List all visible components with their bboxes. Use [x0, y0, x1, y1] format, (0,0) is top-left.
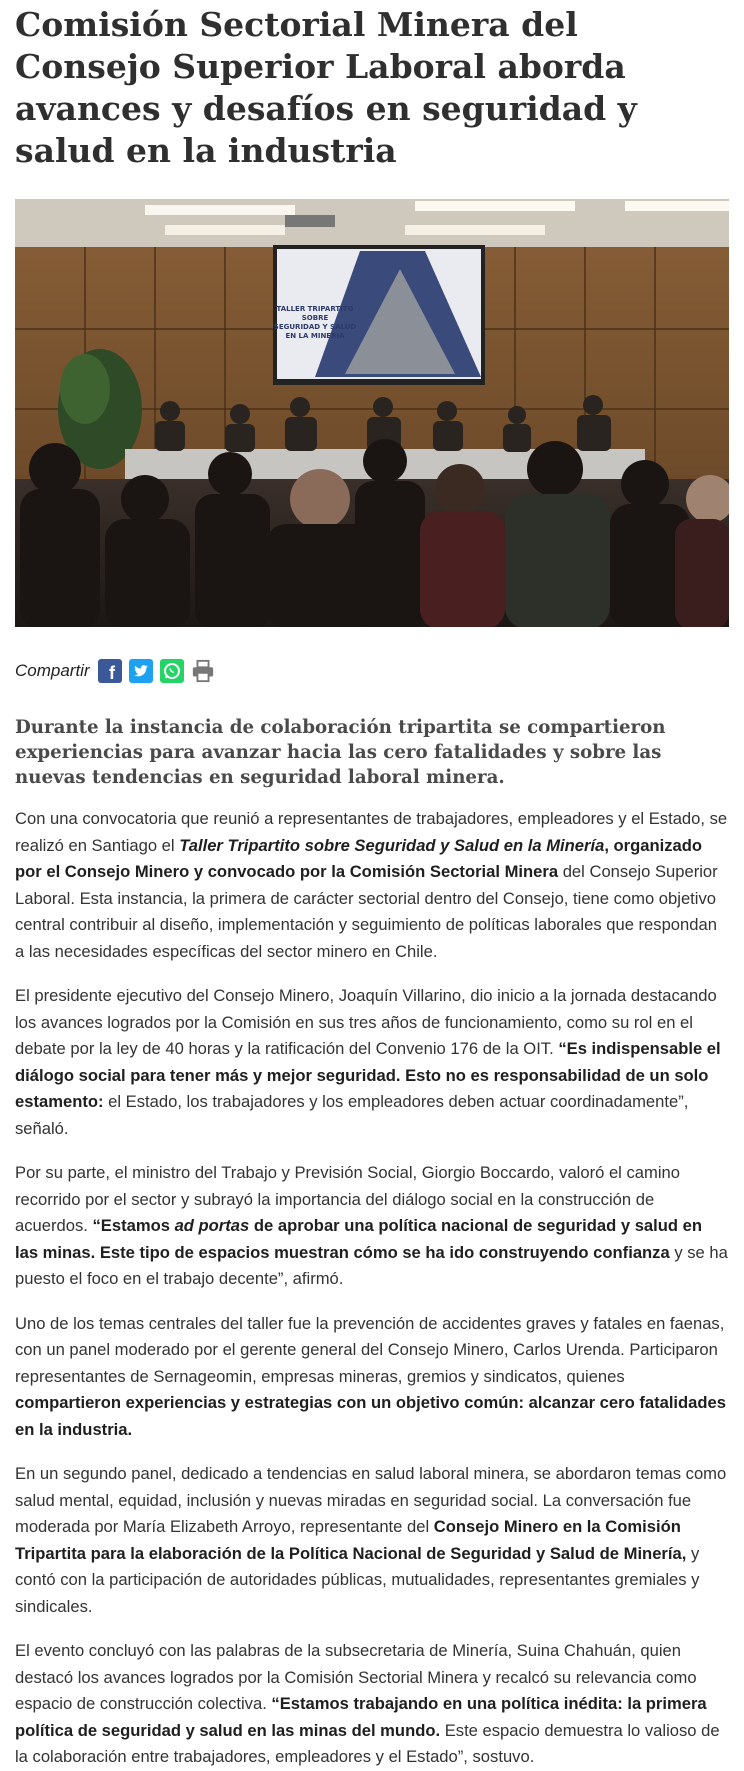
facebook-icon[interactable] [98, 659, 122, 683]
emphasis-text: ad portas [174, 1216, 250, 1235]
paragraph-text: del Consejo Superior Laboral. Esta instancia, la primera de carácter sectorial dentro del Consejo, tiene como objetivo central contribuir al diseño, implementación y seguimiento de políticas laborales que respondan a las necesidades específicas del sector minero en Chile. [15, 862, 718, 961]
emphasis-text: “Estamos [92, 1216, 175, 1235]
paragraph-text: En un segundo panel, dedicado a tendencias en salud laboral minera, se abordaron temas como salud mental, equidad, inclusión y nuevas miradas en seguridad social. La conversación fue moderada por María Elizabeth Arroyo, representante del [15, 1464, 727, 1536]
article-paragraph [15, 1160, 729, 1293]
svg-text:EN LA MINERÍA: EN LA MINERÍA [285, 332, 345, 340]
svg-text:SEGURIDAD Y SALUD: SEGURIDAD Y SALUD [273, 323, 357, 331]
svg-text:TALLER TRIPARTITO: TALLER TRIPARTITO [276, 305, 354, 313]
print-icon[interactable] [191, 659, 215, 683]
article-photo [15, 199, 729, 627]
share-label: Compartir [15, 661, 90, 680]
paragraph-text: El evento concluyó con las palabras de la subsecretaria de Minería, Suina Chahuán, quien destacó los avances logrados por la Comisión Sectorial Minera y recalcó su relevancia como espacio de construcción colectiva. [15, 1641, 697, 1713]
article [0, 2, 744, 1771]
paragraph-text: y contó con la participación de autoridades públicas, mutualidades, representantes gremiales y sindicales. [15, 1543, 700, 1616]
paragraph-text: Por su parte, el ministro del Trabajo y Previsión Social, Giorgio Boccardo, valoró el camino recorrido por el sector y subrayó la importancia del diálogo social en la construcción de acuerdos. [15, 1163, 680, 1235]
article-paragraph [15, 1638, 729, 1771]
emphasis-text: compartieron experiencias y estrategias con un objetivo común: alcanzar cero fatalidades en la industria. [15, 1393, 727, 1439]
article-paragraph [15, 806, 729, 965]
paragraph-text: el Estado, los trabajadores y los empleadores deben actuar coordinadamente”, señaló. [15, 1092, 689, 1138]
article-paragraph [15, 983, 729, 1142]
paragraph-text: Con una convocatoria que reunió a representantes de trabajadores, empleadores y el Estado, se realizó en Santiago el [15, 809, 728, 855]
twitter-icon[interactable] [129, 659, 153, 683]
paragraph-text: Uno de los temas centrales del taller fue la prevención de accidentes graves y fatales en faenas, con un panel moderado por el gerente general del Consejo Minero, Carlos Urenda. Participaron representantes de Sernageomin, empresas mineras, gremios y sindicatos, quienes [15, 1313, 725, 1386]
share-bar [15, 657, 729, 685]
emphasis-text: Taller Tripartito sobre Seguridad y Salud en la Minería [179, 835, 605, 855]
emphasis-text: , organizado por el Consejo Minero y convocado por la Comisión Sectorial Minera [15, 835, 703, 881]
article-lead: Durante la instancia de colaboración tripartita se compartieron experiencias para avanzar hacia las cero fatalidades y sobre las nuevas tendencias en seguridad laboral minera. [15, 717, 666, 788]
svg-text:SOBRE: SOBRE [301, 314, 329, 322]
whatsapp-icon[interactable] [160, 659, 184, 683]
article-paragraph [15, 1461, 729, 1620]
emphasis-text: “Es indispensable el diálogo social para tener más y mejor seguridad. Esto no es responsabilidad de un solo estamento: [15, 1039, 721, 1111]
emphasis-text: de aprobar una política nacional de seguridad y salud en las minas. Este tipo de espacios muestran cómo se ha ido construyendo confianza [15, 1216, 703, 1262]
paragraph-text: Este espacio demuestra lo valioso de la colaboración entre trabajadores, empleadores y el Estado”, sostuvo. [15, 1720, 720, 1766]
emphasis-text: Consejo Minero en la Comisión Tripartita para la elaboración de la Política Nacional de Seguridad y Salud de Minería, [15, 1517, 687, 1563]
article-body [15, 806, 729, 1771]
article-title: Comisión Sectorial Minera del Consejo Superior Laboral aborda avances y desafíos en seguridad y salud en la industria [15, 5, 637, 170]
emphasis-text: “Estamos trabajando en una política inédita: la primera política de seguridad y salud en las minas del mundo. [15, 1694, 707, 1740]
article-paragraph [15, 1311, 729, 1444]
paragraph-text: El presidente ejecutivo del Consejo Minero, Joaquín Villarino, dio inicio a la jornada destacando los avances logrados por la Comisión en sus tres años de funcionamiento, como su rol en el debate por la ley de 40 horas y la ratificación del Convenio 176 de la OIT. [15, 986, 717, 1058]
paragraph-text: y se ha puesto el foco en el trabajo decente”, afirmó. [15, 1242, 728, 1288]
svg-text:f: f [108, 663, 115, 683]
